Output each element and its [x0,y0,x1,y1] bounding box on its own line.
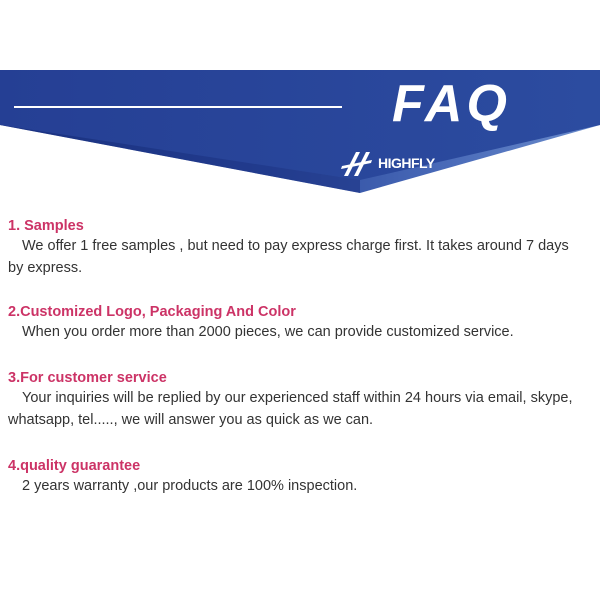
faq-heading: 3.For customer service [8,370,167,386]
faq-answer: When you order more than 2000 pieces, we can provide customized service. [22,324,514,340]
faq-item-customer-service [0,368,600,456]
faq-answer: 2 years warranty ,our products are 100% inspection. [22,478,358,494]
faq-heading: 4.quality guarantee [8,458,141,474]
logo-wordmark: HIGHFLY [378,155,435,171]
faq-item-samples [0,216,600,302]
faq-heading: 1. Samples [8,218,84,234]
faq-item-customization [0,302,600,368]
title-underline [14,106,342,108]
faq-list [0,216,600,506]
highfly-logo-icon [338,148,378,178]
faq-answer: Your inquiries will be replied by our experienced staff within 24 hours via email, skype, whatsapp, tel....., we will answer you as quick as we can. [8,390,573,428]
banner-title: FAQ [392,75,511,133]
faq-heading: 2.Customized Logo, Packaging And Color [8,304,296,320]
faq-item-quality-guarantee [0,456,600,506]
faq-answer: We offer 1 free samples , but need to pay express charge first. It takes around 7 days by express. [8,238,569,276]
